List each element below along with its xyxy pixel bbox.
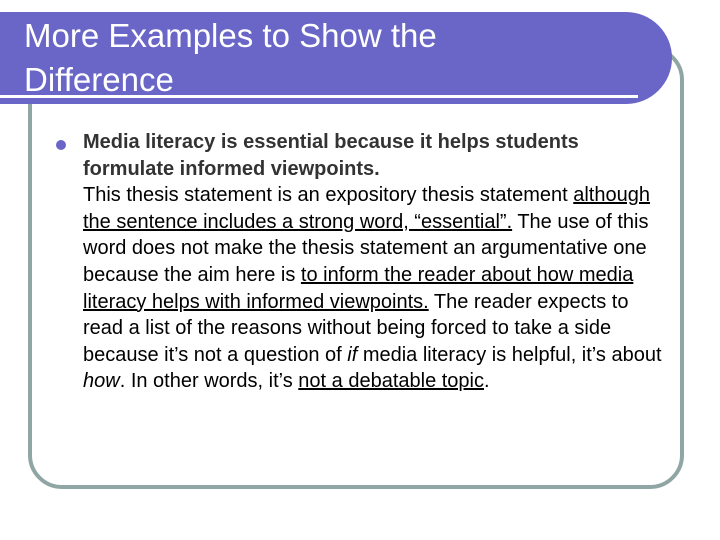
body-text-part: . (484, 370, 490, 393)
underlined-phrase: although the sentence includes a strong word, “essential”. (83, 184, 650, 233)
body-text-part: The use of this word does not make the thesis statement an argumentative one because the aim here is (83, 210, 649, 286)
underlined-phrase: not a debatable topic (298, 370, 484, 393)
slide-title-line-1: More Examples to Show the (24, 17, 437, 54)
body-text-part: media literacy is helpful, it’s about (357, 343, 662, 366)
slide-title-line-2: Difference (24, 61, 174, 98)
bullet-text (83, 129, 673, 395)
body-text-part: . In other words, it’s (119, 370, 299, 393)
underlined-phrase: to inform the reader about how media literacy helps with informed viewpoints. (83, 263, 634, 313)
italic-word: how (83, 370, 120, 393)
body-text-part: This thesis statement is an expository thesis statement (83, 184, 568, 207)
slide-title (24, 14, 644, 102)
bullet-lead-sentence: Media literacy is essential because it helps students formulate informed viewpoints. (83, 131, 579, 180)
bullet-icon (56, 140, 66, 150)
body-text-part: The reader expects to read a list of the reasons without being forced to take a side because it’s not a question of (83, 290, 629, 366)
italic-word: if (347, 343, 358, 366)
